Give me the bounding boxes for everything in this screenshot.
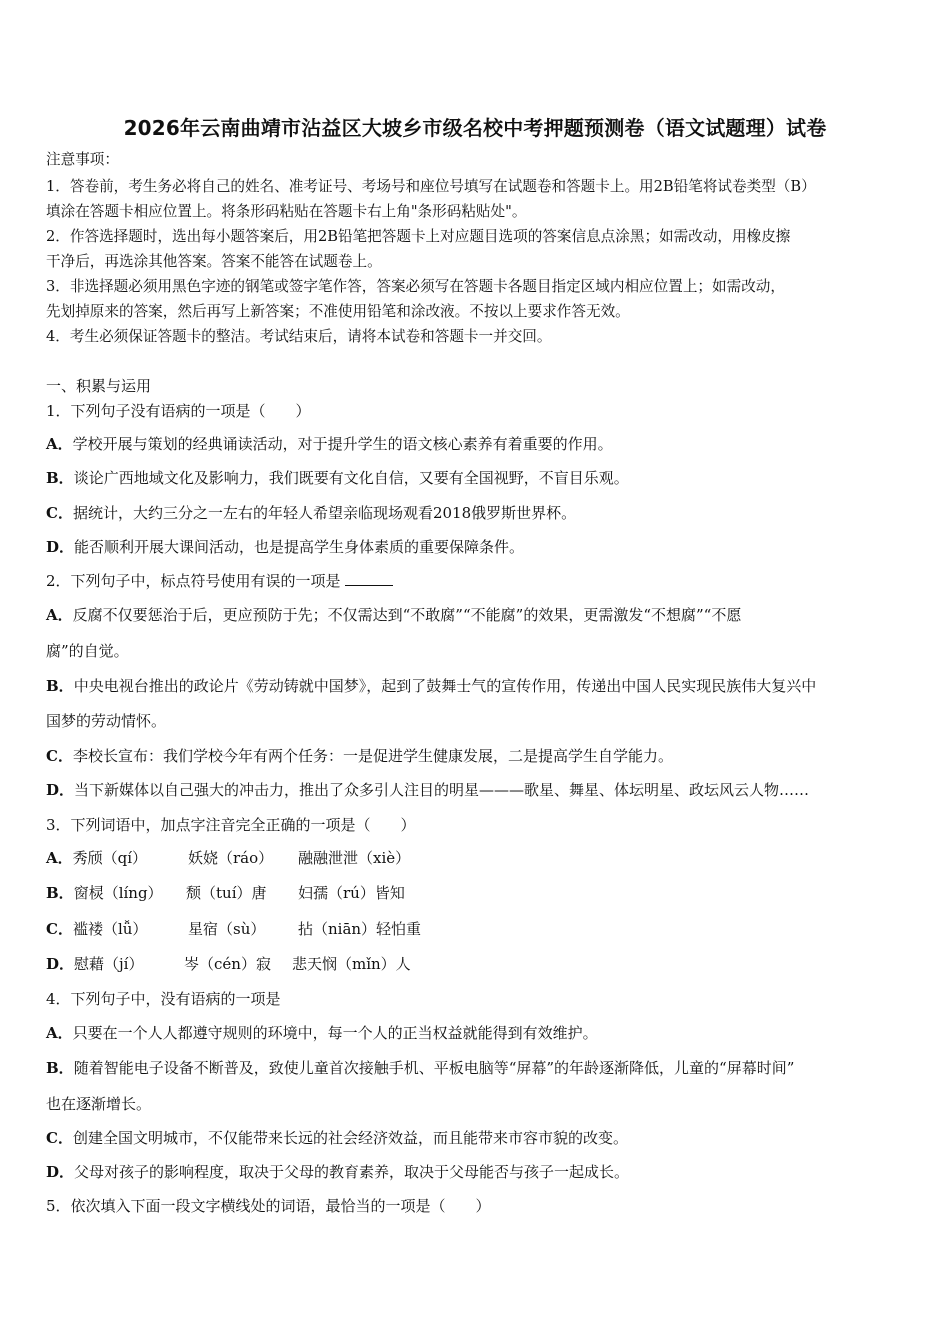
question-2-option-b-cont: 国梦的劳动情怀。 bbox=[46, 712, 167, 730]
option-letter: A． bbox=[46, 435, 73, 453]
question-3-option-d bbox=[46, 954, 411, 974]
option-word: C．褴褛（lǚ） bbox=[46, 920, 148, 938]
option-word: 星宿（sù） bbox=[188, 920, 266, 938]
question-2-option-d: D．当下新媒体以自己强大的冲击力，推出了众多引人注目的明星———歌星、舞星、体坛明星、政坛风云人物…… bbox=[46, 781, 810, 799]
question-3-option-c bbox=[46, 919, 421, 939]
option-letter: A． bbox=[46, 849, 73, 867]
option-word: A．秀颀（qí） bbox=[46, 849, 148, 867]
option-word: 悲天悯（mǐn）人 bbox=[292, 955, 411, 973]
option-word: 颓（tuí）唐 bbox=[186, 884, 267, 902]
question-4-option-a: A．只要在一个人人都遵守规则的环境中，每一个人的正当权益就能得到有效维护。 bbox=[46, 1024, 598, 1042]
option-word: D．慰藉（jí） bbox=[46, 955, 144, 973]
page-title: 2026年云南曲靖市沾益区大坡乡市级名校中考押题预测卷（语文试题理）试卷 bbox=[123, 116, 827, 140]
option-word: 岑（cén）寂 bbox=[184, 955, 271, 973]
notice-line: 先划掉原来的答案，然后再写上新答案；不准使用铅笔和涂改液。不按以上要求作答无效。 bbox=[46, 303, 630, 320]
question-4-option-b: B．随着智能电子设备不断普及，致使儿童首次接触手机、平板电脑等“屏幕”的年龄逐渐降低，儿童的“屏幕时间” bbox=[46, 1059, 795, 1077]
option-letter: D． bbox=[46, 781, 75, 799]
option-letter: C． bbox=[46, 504, 73, 522]
option-word: 拈（niān）轻怕重 bbox=[298, 920, 422, 938]
option-letter: A． bbox=[46, 606, 73, 624]
question-2-stem: 2．下列句子中，标点符号使用有误的一项是 bbox=[46, 572, 341, 590]
option-letter: C． bbox=[46, 747, 73, 765]
notice-line: 填涂在答题卡相应位置上。将条形码粘贴在答题卡右上角"条形码粘贴处"。 bbox=[46, 203, 527, 220]
question-1-stem: 1．下列句子没有语病的一项是（ ） bbox=[46, 402, 311, 420]
option-letter: B． bbox=[46, 1059, 74, 1077]
option-letter: D． bbox=[46, 955, 75, 973]
question-3-stem: 3．下列词语中，加点字注音完全正确的一项是（ ） bbox=[46, 816, 416, 834]
option-letter: A． bbox=[46, 1024, 73, 1042]
section-heading: 一、积累与运用 bbox=[46, 377, 152, 395]
question-5-stem: 5．依次填入下面一段文字横线处的词语，最恰当的一项是（ ） bbox=[46, 1197, 491, 1215]
notice-line: 3．非选择题必须用黑色字迹的钢笔或签字笔作答，答案必须写在答题卡各题目指定区域内相应位置上；如需改动， bbox=[46, 278, 785, 295]
option-word: B．窗棂（líng） bbox=[46, 884, 163, 902]
notice-line: 1．答卷前，考生务必将自己的姓名、准考证号、考场号和座位号填写在试题卷和答题卡上。用2B铅笔将试卷类型（B） bbox=[46, 178, 816, 195]
notice-line: 干净后，再选涂其他答案。答案不能答在试题卷上。 bbox=[46, 253, 382, 270]
question-1-option-c: C．据统计，大约三分之一左右的年轻人希望亲临现场观看2018俄罗斯世界杯。 bbox=[46, 504, 577, 522]
question-1-option-d: D．能否顺利开展大课间活动，也是提高学生身体素质的重要保障条件。 bbox=[46, 538, 525, 556]
question-1-option-b: B．谈论广西地域文化及影响力，我们既要有文化自信，又要有全国视野，不盲目乐观。 bbox=[46, 469, 629, 487]
option-letter: B． bbox=[46, 469, 74, 487]
notice-line: 4．考生必须保证答题卡的整洁。考试结束后，请将本试卷和答题卡一并交回。 bbox=[46, 328, 552, 345]
option-letter: B． bbox=[46, 677, 74, 695]
answer-blank bbox=[345, 571, 393, 586]
question-4-stem: 4．下列句子中，没有语病的一项是 bbox=[46, 990, 281, 1008]
option-word: 妇孺（rú）皆知 bbox=[298, 884, 405, 902]
question-1-option-a: A．学校开展与策划的经典诵读活动，对于提升学生的语文核心素养有着重要的作用。 bbox=[46, 435, 613, 453]
question-2-option-b: B．中央电视台推出的政论片《劳动铸就中国梦》，起到了鼓舞士气的宣传作用，传递出中国人民实现民族伟大复兴中 bbox=[46, 677, 817, 695]
question-2-option-c: C．李校长宣布：我们学校今年有两个任务：一是促进学生健康发展，二是提高学生自学能力。 bbox=[46, 747, 673, 765]
option-letter: B． bbox=[46, 884, 74, 902]
option-word: 妖娆（ráo） bbox=[188, 849, 274, 867]
option-word: 融融泄泄（xiè） bbox=[298, 849, 411, 867]
option-letter: C． bbox=[46, 920, 73, 938]
option-letter: D． bbox=[46, 1163, 75, 1181]
option-letter: D． bbox=[46, 538, 75, 556]
question-4-option-d: D．父母对孩子的影响程度，取决于父母的教育素养，取决于父母能否与孩子一起成长。 bbox=[46, 1163, 630, 1181]
question-4-option-c: C．创建全国文明城市，不仅能带来长远的社会经济效益，而且能带来市容市貌的改变。 bbox=[46, 1129, 628, 1147]
question-2-option-a: A．反腐不仅要惩治于后，更应预防于先；不仅需达到“不敢腐”“不能腐”的效果，更需激发“不想腐”“不愿 bbox=[46, 606, 742, 624]
notice-heading: 注意事项： bbox=[46, 151, 119, 168]
question-4-option-b-cont: 也在逐渐增长。 bbox=[46, 1095, 152, 1113]
question-3-option-b bbox=[46, 883, 405, 903]
question-2-option-a-cont: 腐”的自觉。 bbox=[46, 642, 129, 660]
question-3-option-a bbox=[46, 848, 410, 868]
notice-line: 2．作答选择题时，选出每小题答案后，用2B铅笔把答题卡上对应题目选项的答案信息点涂黑；如需改动，用橡皮擦 bbox=[46, 228, 791, 245]
question-2-stem-row bbox=[46, 571, 393, 591]
option-letter: C． bbox=[46, 1129, 73, 1147]
